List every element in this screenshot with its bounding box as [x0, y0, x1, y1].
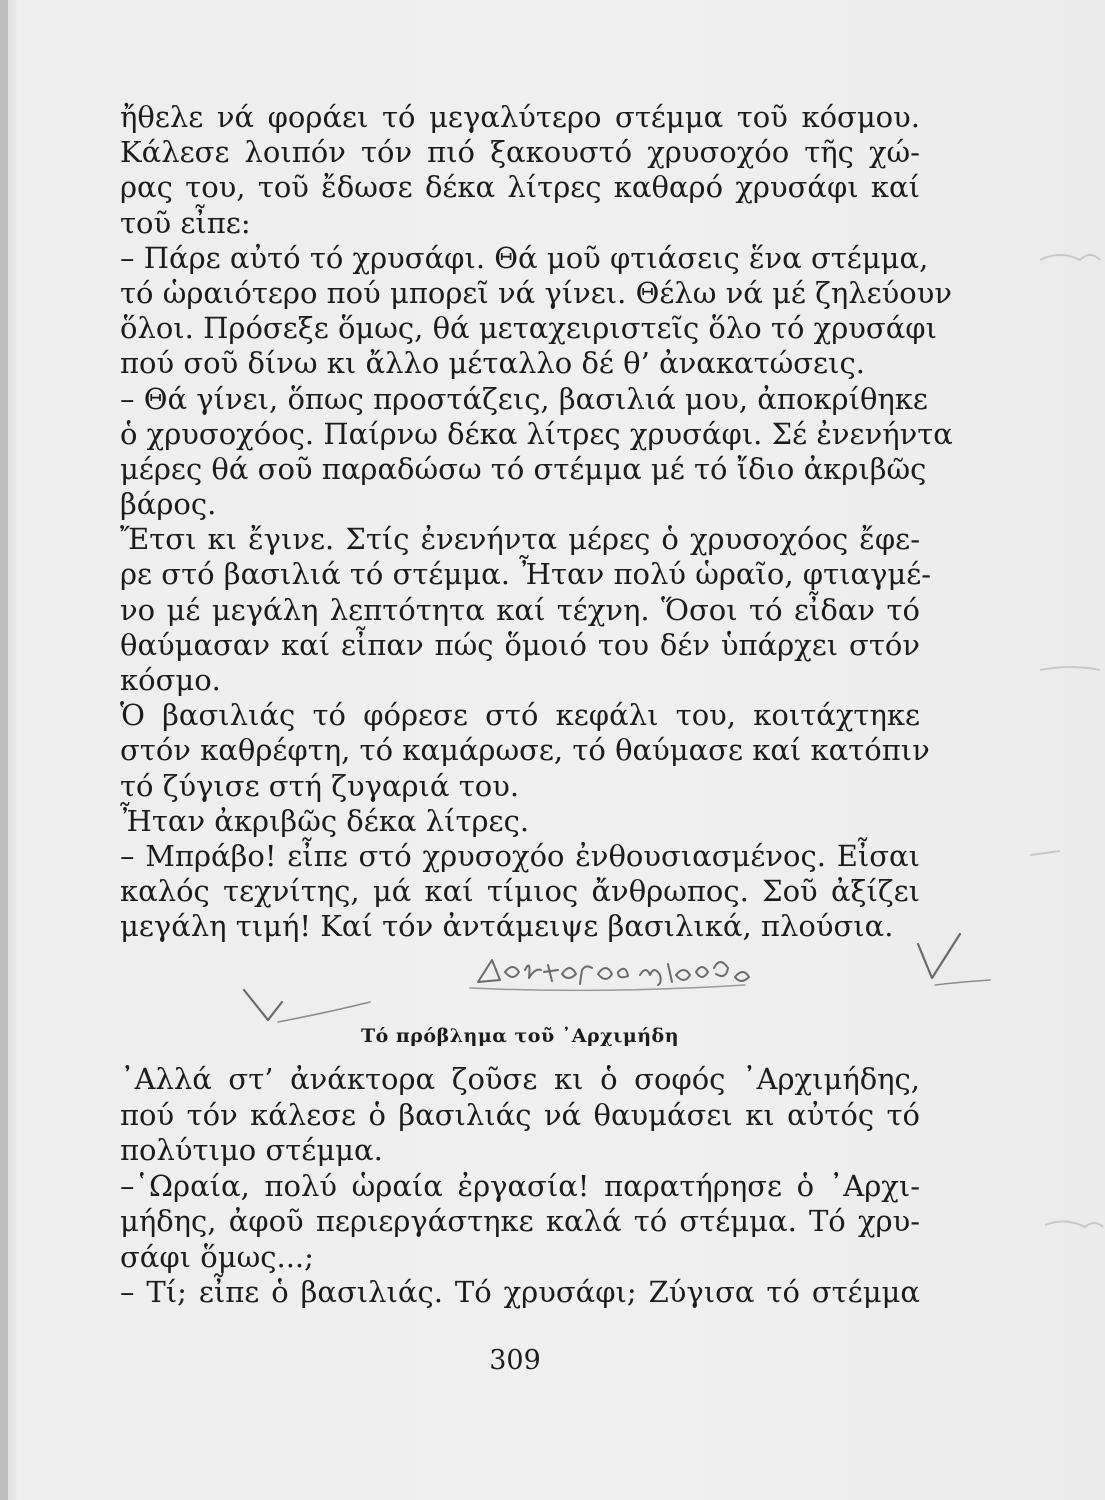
text-line: νο μέ μεγάλη λεπτότητα καί τέχνη. Ὅσοι τό εἶδαν τό [120, 592, 920, 627]
text-line: Ἔτσι κι ἔγινε. Στίς ἐνενήντα μέρες ὁ χρυσοχόος ἔφε- [120, 522, 920, 557]
handwritten-note-scribble [478, 960, 749, 985]
text-line: θαύμασαν καί εἶπαν πώς ὅμοιό του δέν ὑπάρχει στόν [120, 627, 920, 662]
text-line: πού τόν κάλεσε ὁ βασιλιάς νά θαυμάσει κι αὐτός τό [120, 1097, 920, 1132]
section-heading: Τό πρόβλημα τοῦ ᾿Αρχιμήδη [360, 1025, 680, 1047]
text-line: Ὁ βασιλιάς τό φόρεσε στό κεφάλι του, κοιτάχτηκε [120, 698, 920, 733]
text-line: ᾿Αλλά στ’ ἀνάκτορα ζοῦσε κι ὁ σοφός ᾿Αρχιμήδης, [120, 1062, 920, 1096]
text-line: τό ὡραιότερο πού μπορεῖ νά γίνει. Θέλω νά μέ ζηλεύουν [120, 275, 953, 310]
check-mark-left [244, 990, 282, 1020]
text-line: πολύτιμο στέμμα. [120, 1133, 383, 1167]
text-line: –῾Ωραία, πολύ ὡραία ἐργασία! παρατήρησε ὁ ᾿Αρχι- [120, 1168, 920, 1203]
text-line: ὁ χρυσοχόος. Παίρνω δέκα λίτρες χρυσάφι. Σέ ἐνενήντα [120, 416, 953, 451]
page-binding-edge [0, 0, 8, 1500]
text-line: πού σοῦ δίνω κι ἄλλο μέταλλο δέ θ’ ἀνακατώσεις. [120, 346, 865, 381]
text-line: μέρες θά σοῦ παραδώσω τό στέμμα μέ τό ἴδιο ἀκριβῶς [120, 451, 927, 486]
section-paragraph-block [120, 1062, 920, 1311]
handwritten-underline [470, 985, 745, 990]
text-line: μεγάλη τιμή! Καί τόν ἀντάμειψε βασιλικά, πλούσια. [120, 909, 894, 944]
text-line: τό ζύγισε στή ζυγαριά του. [120, 768, 520, 803]
text-line: μήδης, ἀφοῦ περιεργάστηκε καλά τό στέμμα. Τό χρυ- [120, 1204, 920, 1238]
text-line: ὅλοι. Πρόσεξε ὅμως, θά μεταχειριστεῖς ὅλο τό χρυσάφι [120, 311, 937, 346]
text-line: Ἦταν ἀκριβῶς δέκα λίτρες. [120, 803, 530, 838]
text-line: βάρος. [120, 487, 217, 522]
story-paragraph-block [120, 100, 953, 945]
text-line: κόσμο. [120, 663, 221, 697]
text-line: Κάλεσε λοιπόν τόν πιό ξακουστό χρυσοχόο τῆς χώ- [120, 135, 920, 170]
text-line: ρας του, τοῦ ἔδωσε δέκα λίτρες καθαρό χρυσάφι καί [120, 170, 920, 205]
text-line: ἤθελε νά φοράει τό μεγαλύτερο στέμμα τοῦ κόσμου. [120, 100, 920, 134]
page-number: 309 [489, 1345, 541, 1376]
text-line: τοῦ εἶπε: [120, 205, 251, 240]
text-line: ρε στό βασιλιά τό στέμμα. Ἦταν πολύ ὡραῖο, φτιαγμέ- [120, 557, 932, 592]
text-line: – Πάρε αὐτό τό χρυσάφι. Θά μοῦ φτιάσεις ἕνα στέμμα, [120, 240, 929, 275]
text-line: – Θά γίνει, ὅπως προστάζεις, βασιλιά μου, ἀποκρίθηκε [120, 381, 928, 416]
check-mark-right [918, 934, 960, 978]
text-line: – Μπράβο! εἶπε στό χρυσοχόο ἐνθουσιασμένος. Εἶσαι [120, 838, 920, 873]
text-line: – Τί; εἶπε ὁ βασιλιάς. Τό χρυσάφι; Ζύγισα τό στέμμα [120, 1275, 920, 1309]
text-line: σάφι ὅμως...; [120, 1239, 314, 1274]
text-line: στόν καθρέφτη, τό καμάρωσε, τό θαύμασε καί κατόπιν [120, 733, 930, 768]
text-line: καλός τεχνίτης, μά καί τίμιος ἄνθρωπος. Σοῦ ἀξίζει [120, 874, 920, 909]
